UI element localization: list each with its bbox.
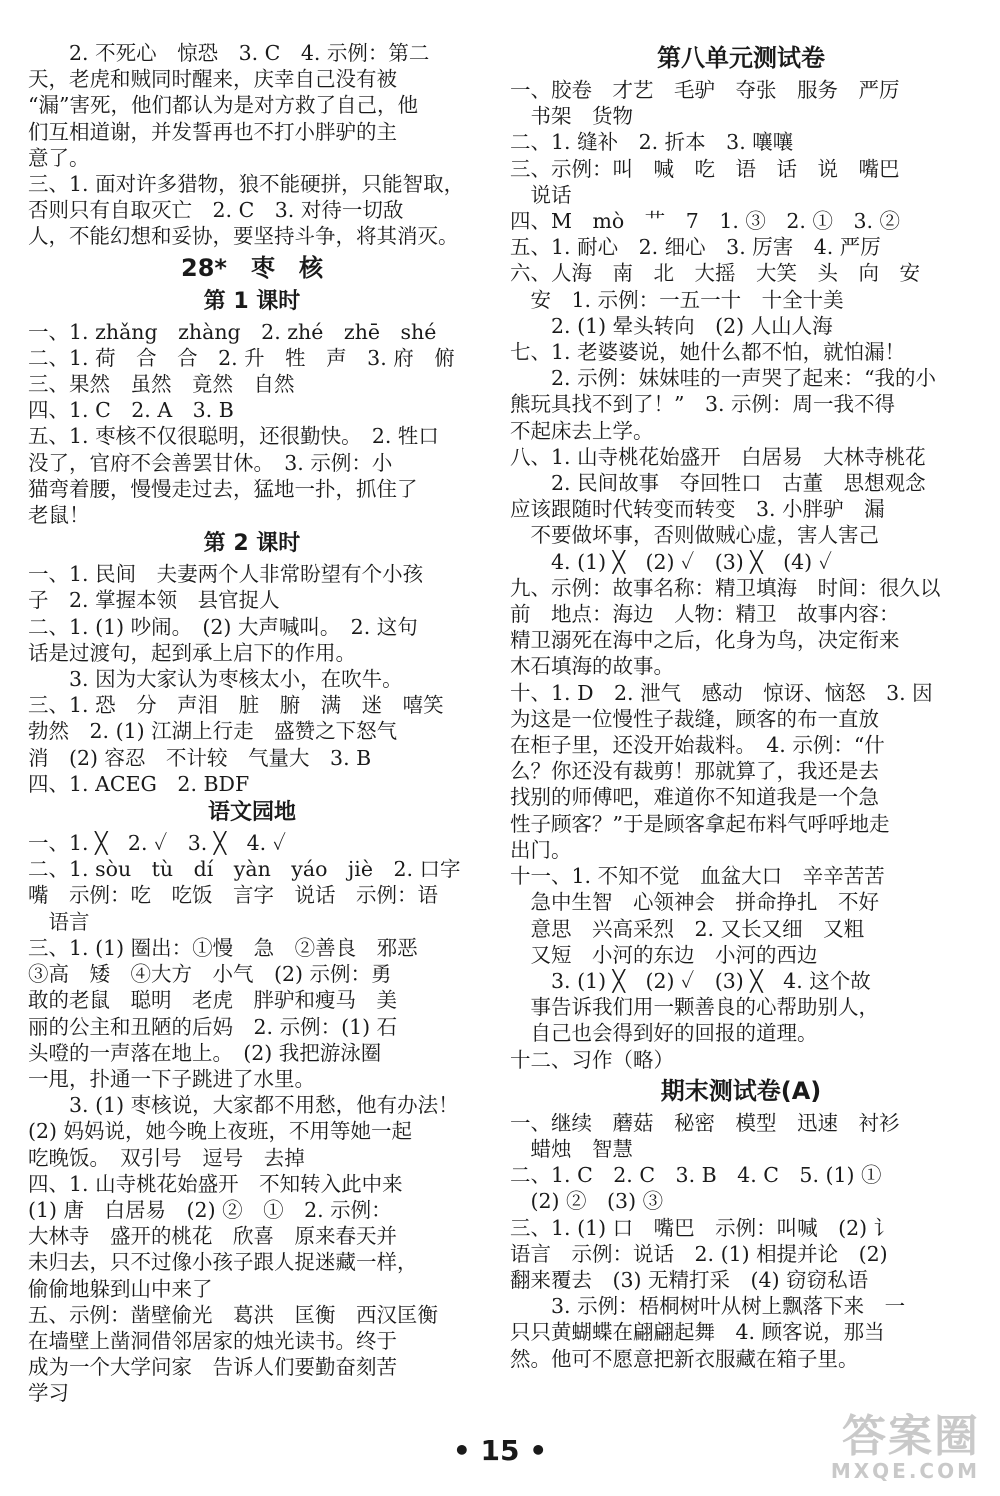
section-heading: 第八单元测试卷 (657, 44, 825, 72)
answer-line: 敢的老鼠 聪明 老虎 胖驴和瘦马 美 (28, 988, 397, 1013)
answer-line: 头噔的一声落在地上。 (2) 我把游泳圈 (28, 1040, 382, 1065)
answer-line: 2. 示例：妹妹哇的一声哭了起来：“我的小 (510, 366, 937, 391)
answer-line: 只只黄蝴蝶在翩翩起舞 4. 顾客说，那当 (510, 1320, 885, 1345)
answer-line: 事告诉我们用一颗善良的心帮助别人， (510, 995, 879, 1020)
answer-line: 九、示例：故事名称：精卫填海 时间：很久以 (510, 575, 941, 600)
answer-line: 应该跟随时代转变而转变 3. 小胖驴 漏 (510, 497, 885, 522)
answer-line: (1) 唐 白居易 (2) ② ① 2. 示例： (28, 1197, 392, 1222)
answer-line: 自己也会得到好的回报的道理。 (510, 1021, 818, 1046)
answer-line: 十二、习作（略） (510, 1047, 674, 1072)
answer-line: 说话 (510, 182, 572, 207)
answer-line: 然。他可不愿意把新衣服藏在箱子里。 (510, 1346, 859, 1371)
answer-line: 3. 示例：梧桐树叶从树上飘落下来 一 (510, 1294, 906, 1319)
answer-line: “漏”害死，他们都认为是对方救了自己，他 (28, 93, 418, 118)
answer-line: 十、1. D 2. 泄气 感动 惊讶、恼怒 3. 因 (510, 680, 933, 705)
answer-line: 意了。 (28, 145, 90, 170)
answer-line: 2. 民间故事 夺回牲口 古董 思想观念 (510, 471, 926, 496)
answer-line: 一、1. zhǎng zhàng 2. zhé zhē shé (28, 319, 437, 344)
answer-line: 一、1. ╳ 2. ✓ 3. ╳ 4. ✓ (28, 831, 286, 856)
answer-line: 一、1. 民间 夫妻两个人非常盼望有个小孩 (28, 562, 424, 587)
answer-line: 在柜子里，还没开始裁料。 4. 示例：“什 (510, 733, 885, 758)
answer-line: 三、1. 面对许多猎物，狼不能硬拼，只能智取， (28, 172, 465, 197)
answer-line: 学习 (28, 1381, 69, 1406)
answer-line: 五、示例：凿壁偷光 葛洪 匡衡 西汉匡衡 (28, 1302, 438, 1327)
answer-line: 一、继续 蘑菇 秘密 模型 迅速 衬衫 (510, 1110, 900, 1135)
answer-line: 二、1. (1) 吵闹。 (2) 大声喊叫。 2. 这句 (28, 614, 418, 639)
section-heading: 第 2 课时 (203, 531, 301, 557)
answer-line: 四、1. ACEG 2. BDF (28, 771, 250, 796)
answer-line: 勃然 2. (1) 江湖上行走 盛赞之下怒气 (28, 719, 398, 744)
watermark-title: 答案圈 (842, 1411, 980, 1462)
answer-line: 书架 货物 (510, 104, 633, 129)
answer-line: 安 1. 示例：一五一十 十全十美 (510, 287, 844, 312)
answer-line: 4. (1) ╳ (2) ✓ (3) ╳ (4) ✓ (510, 549, 832, 574)
answer-line: 十一、1. 不知不觉 血盆大口 辛辛苦苦 (510, 864, 885, 889)
answer-line: 四、1. 山寺桃花始盛开 不知转入此中来 (28, 1171, 403, 1196)
answer-line: 2. 不死心 惊恐 3. C 4. 示例：第二 (28, 41, 430, 65)
answer-line: 三、示例：叫 喊 吃 语 话 说 嘴巴 (510, 156, 900, 181)
answer-line: 语言 (28, 909, 90, 934)
watermark-logo (830, 1411, 980, 1483)
answer-line: 成为一个大学问家 告诉人们要勤奋刻苦 (28, 1355, 397, 1380)
answer-line: ③高 矮 ④大方 小气 (2) 示例：勇 (28, 962, 392, 987)
answer-line: 3. 因为大家认为枣核太小，在吹牛。 (28, 667, 403, 692)
answer-line: 否则只有自取灭亡 2. C 3. 对待一切敌 (28, 198, 404, 223)
answer-line: 嘴 示例：吃 吃饭 言字 说话 示例：语 (28, 883, 438, 908)
answer-line: 二、1. C 2. C 3. B 4. C 5. (1) ① (510, 1163, 882, 1188)
answer-line: 三、1. 恐 分 声泪 脏 腑 满 迷 嘻笑 (28, 693, 444, 718)
answer-line: 二、1. 缝补 2. 折本 3. 嚷嚷 (510, 130, 794, 155)
answer-line: 老鼠！ (28, 503, 90, 528)
answer-line: 未归去，只不过像小孩子跟人捉迷藏一样， (28, 1250, 418, 1275)
answer-line: 三、1. (1) 口 嘴巴 示例：叫喊 (2) 讠 (510, 1215, 895, 1240)
answer-line: 蜡烛 智慧 (510, 1136, 633, 1161)
answer-line: 八、1. 山寺桃花始盛开 白居易 大林寺桃花 (510, 444, 926, 469)
answer-line: 找别的师傅吧，难道你不知道我是一个急 (510, 785, 879, 810)
answer-line: (2) ② (3) ③ (510, 1189, 664, 1214)
answer-line: 们互相道谢，并发誓再也不打小胖驴的主 (28, 119, 397, 144)
section-heading: 28* 枣 核 (181, 253, 323, 282)
answer-line: 熊玩具找不到了！” 3. 示例：周一我不得 (510, 392, 896, 417)
answer-line: 不要做坏事，否则做贼心虚，害人害己 (510, 523, 879, 548)
answer-line: 语言 示例：说话 2. (1) 相提并论 (2) (510, 1241, 888, 1266)
answer-line: 没了，官府不会善罢甘休。 3. 示例：小 (28, 450, 393, 475)
answer-line: 五、1. 枣核不仅很聪明，还很勤快。 2. 牲口 (28, 424, 439, 449)
answer-line: 二、1. sòu tù dí yàn yáo jiè 2. 口字 (28, 857, 461, 882)
answer-line: 吃晚饭。 双引号 逗号 去掉 (28, 1145, 305, 1170)
answer-line: 不起床去上学。 (510, 418, 654, 443)
answer-line: 又短 小河的东边 小河的西边 (510, 942, 818, 967)
section-heading: 第 1 课时 (203, 288, 301, 314)
answer-line: 三、1. (1) 圈出：①慢 急 ②善良 邪恶 (28, 935, 418, 960)
answer-line: 二、1. 荷 合 合 2. 升 牲 声 3. 府 俯 (28, 345, 455, 370)
section-heading: 期末测试卷(A) (660, 1076, 822, 1105)
answer-line: 精卫溺死在海中之后，化身为鸟，决定衔来 (510, 628, 900, 653)
answer-line: (2) 妈妈说，她今晚上夜班，不用等她一起 (28, 1119, 413, 1144)
answer-line: 七、1. 老婆婆说，她什么都不怕，就怕漏！ (510, 340, 906, 365)
answer-line: 三、果然 虽然 竟然 自然 (28, 372, 295, 397)
answer-line: 性子顾客？”于是顾客拿起布料气呼呼地走 (510, 811, 890, 836)
answer-line: 2. (1) 晕头转向 (2) 人山人海 (510, 313, 833, 338)
answer-line: 出门。 (510, 837, 572, 862)
answer-line: 木石填海的故事。 (510, 654, 674, 679)
answer-line: 子 2. 掌握本领 县官捉人 (28, 588, 280, 613)
answer-line: 为这是一位慢性子裁缝，顾客的布一直放 (510, 706, 879, 731)
answer-line: 一甩，扑通一下子跳进了水里。 (28, 1066, 315, 1091)
answer-line: 前 地点：海边 人物：精卫 故事内容： (510, 602, 900, 627)
answer-line: 意思 兴高采烈 2. 又长又细 又粗 (510, 916, 865, 941)
watermark-url: MXQE.COM (830, 1459, 980, 1483)
answer-line: 翻来覆去 (3) 无精打采 (4) 窃窃私语 (510, 1267, 869, 1292)
answer-line: 在墙壁上凿洞借邻居家的烛光读书。终于 (28, 1328, 397, 1353)
answer-line: 天，老虎和贼同时醒来，庆幸自己没有被 (28, 67, 397, 92)
answer-line: 四、M mò 艹 7 1. ③ 2. ① 3. ② (510, 209, 901, 234)
answer-line: 六、人海 南 北 大摇 大笑 头 向 安 (510, 261, 920, 286)
answer-line: 人，不能幻想和妥协，要坚持斗争，将其消灭。 (28, 224, 459, 249)
answer-line: 么？你还没有裁剪！那就算了，我还是去 (510, 759, 879, 784)
answer-line: 急中生智 心领神会 拼命挣扎 不好 (510, 890, 879, 915)
answer-line: 大林寺 盛开的桃花 欣喜 原来春天并 (28, 1224, 397, 1249)
section-heading: 语文园地 (207, 800, 296, 826)
right-column (510, 40, 972, 1372)
answer-line: 话是过渡句，起到承上启下的作用。 (28, 640, 356, 665)
answer-line: 消 (2) 容忍 不计较 气量大 3. B (28, 745, 372, 770)
answer-line: 五、1. 耐心 2. 细心 3. 厉害 4. 严厉 (510, 235, 881, 260)
answer-line: 3. (1) ╳ (2) ✓ (3) ╳ 4. 这个故 (510, 968, 871, 993)
left-column (28, 40, 476, 1407)
page-number: • 15 • (452, 1434, 548, 1467)
answer-line: 四、1. C 2. A 3. B (28, 398, 234, 423)
answer-line: 丽的公主和丑陋的后妈 2. 示例：(1) 石 (28, 1014, 398, 1039)
answer-line: 3. (1) 枣核说，大家都不用愁，他有办法！ (28, 1093, 459, 1118)
answer-line: 猫弯着腰，慢慢走过去，猛地一扑，抓住了 (28, 476, 418, 501)
answer-line: 偷偷地躲到山中来了 (28, 1276, 213, 1301)
answer-line: 一、胶卷 才艺 毛驴 夺张 服务 严厉 (510, 78, 900, 102)
